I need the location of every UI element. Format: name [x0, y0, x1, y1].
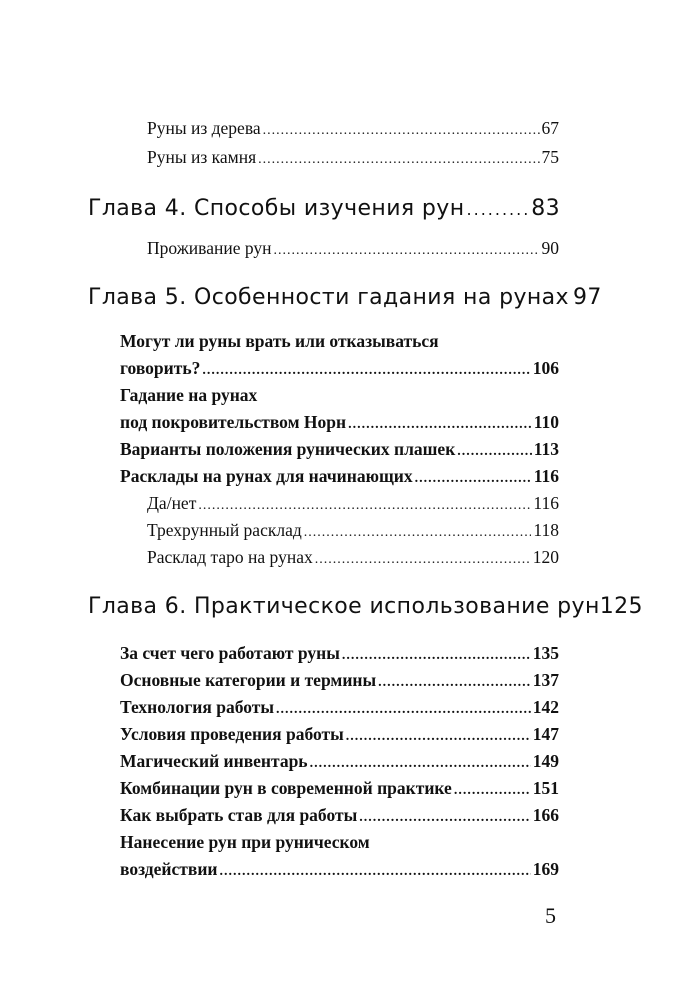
- chapter-title: Глава 5. Особенности гадания на рунах: [88, 285, 569, 310]
- dot-leader: [457, 444, 531, 460]
- toc-entry[interactable]: [120, 439, 559, 460]
- toc-entry-line: [120, 385, 559, 406]
- toc-entry-title: Руны из камня: [147, 147, 257, 167]
- toc-entry-title: Могут ли руны врать или отказываться: [120, 331, 439, 351]
- toc-entry[interactable]: [120, 778, 559, 799]
- chapter-heading[interactable]: [88, 196, 560, 221]
- dot-leader: [198, 498, 531, 514]
- toc-entry-page: 118: [533, 520, 559, 540]
- toc-entry[interactable]: [120, 724, 559, 745]
- toc-entry-page: 67: [541, 118, 559, 138]
- toc-entry-page: 135: [532, 643, 559, 663]
- toc-entry-title: За счет чего работают руны: [120, 643, 340, 663]
- toc-entry-page: 149: [532, 751, 559, 771]
- toc-entry-title: Магический инвентарь: [120, 751, 308, 771]
- dot-leader: [359, 810, 531, 826]
- toc-entry-title: под покровительством Норн: [120, 412, 347, 432]
- toc-entry-title: Руны из дерева: [147, 118, 261, 138]
- toc-entry-page: 137: [532, 670, 559, 690]
- dot-leader: [263, 123, 540, 139]
- toc-entry-title: Комбинации рун в современной практике: [120, 778, 452, 798]
- dot-leader: [273, 243, 539, 259]
- page-number: 5: [545, 903, 556, 928]
- chapter-page: 83: [531, 196, 560, 221]
- dot-leader: [342, 648, 531, 664]
- toc-entry-title: Расклады на рунах для начинающих: [120, 466, 413, 486]
- toc-entry[interactable]: [147, 118, 559, 139]
- toc-entry[interactable]: [120, 697, 559, 718]
- toc-entry-title: Гадание на рунах: [120, 385, 258, 405]
- dot-leader: [219, 864, 530, 880]
- dot-leader: [202, 363, 530, 379]
- toc-entry-page: 147: [532, 724, 559, 744]
- toc-entry-title: Технология работы: [120, 697, 274, 717]
- dot-leader: [346, 729, 531, 745]
- toc-entry-page: 166: [532, 805, 559, 825]
- toc-entry-title: Условия проведения работы: [120, 724, 344, 744]
- toc-entry-page: 75: [541, 147, 559, 167]
- toc-entry[interactable]: [120, 466, 559, 487]
- toc-entry[interactable]: [147, 147, 559, 168]
- toc-entry-title: Проживание рун: [147, 238, 272, 258]
- chapter-page: 125: [599, 594, 643, 619]
- toc-entry-title: воздействии: [120, 859, 218, 879]
- dot-leader: [467, 200, 530, 219]
- toc-entry[interactable]: [147, 238, 559, 259]
- toc-entry-title: Расклад таро на рунах: [147, 547, 313, 567]
- dot-leader: [348, 417, 532, 433]
- toc-entry-page: 151: [532, 778, 559, 798]
- toc-entry-page: 106: [532, 358, 559, 378]
- toc-entry-page: 142: [532, 697, 559, 717]
- toc-entry[interactable]: [120, 643, 559, 664]
- dot-leader: [415, 471, 532, 487]
- dot-leader: [276, 702, 531, 718]
- toc-entry-page: 169: [532, 859, 559, 879]
- toc-entry-title: Да/нет: [147, 493, 197, 513]
- toc-entry-page: 90: [541, 238, 559, 258]
- toc-entry-page: 110: [533, 412, 559, 432]
- toc-entry[interactable]: [120, 805, 559, 826]
- toc-entry-page: 116: [533, 466, 559, 486]
- dot-leader: [304, 525, 532, 541]
- chapter-title: Глава 6. Практическое использование рун: [88, 594, 600, 619]
- toc-entry-page: 120: [532, 547, 559, 567]
- toc-entry[interactable]: [120, 751, 559, 772]
- chapter-heading[interactable]: [88, 594, 643, 619]
- toc-entry[interactable]: [120, 358, 559, 379]
- toc-entry-title: Как выбрать став для работы: [120, 805, 358, 825]
- toc-entry[interactable]: [120, 670, 559, 691]
- toc-entry-title: Варианты положения рунических плашек: [120, 439, 456, 459]
- toc-entry-line: [120, 331, 559, 352]
- toc-entry-page: 116: [533, 493, 559, 513]
- chapter-heading[interactable]: [88, 285, 602, 310]
- toc-entry-title: Основные категории и термины: [120, 670, 377, 690]
- toc-entry-page: 113: [533, 439, 559, 459]
- dot-leader: [315, 552, 531, 568]
- toc-entry[interactable]: [120, 859, 559, 880]
- dot-leader: [454, 783, 531, 799]
- toc-entry[interactable]: [120, 412, 559, 433]
- dot-leader: [258, 152, 539, 168]
- toc-entry-line: [120, 832, 559, 853]
- toc-entry[interactable]: [147, 547, 559, 568]
- chapter-title: Глава 4. Способы изучения рун: [88, 196, 465, 221]
- dot-leader: [310, 756, 531, 772]
- toc-entry-title: говорить?: [120, 358, 201, 378]
- toc-entry[interactable]: [147, 520, 559, 541]
- dot-leader: [378, 675, 531, 691]
- chapter-page: 97: [572, 285, 602, 310]
- toc-entry[interactable]: [147, 493, 559, 514]
- toc-entry-title: Нанесение рун при руническом: [120, 832, 370, 852]
- toc-entry-title: Трехрунный расклад: [147, 520, 302, 540]
